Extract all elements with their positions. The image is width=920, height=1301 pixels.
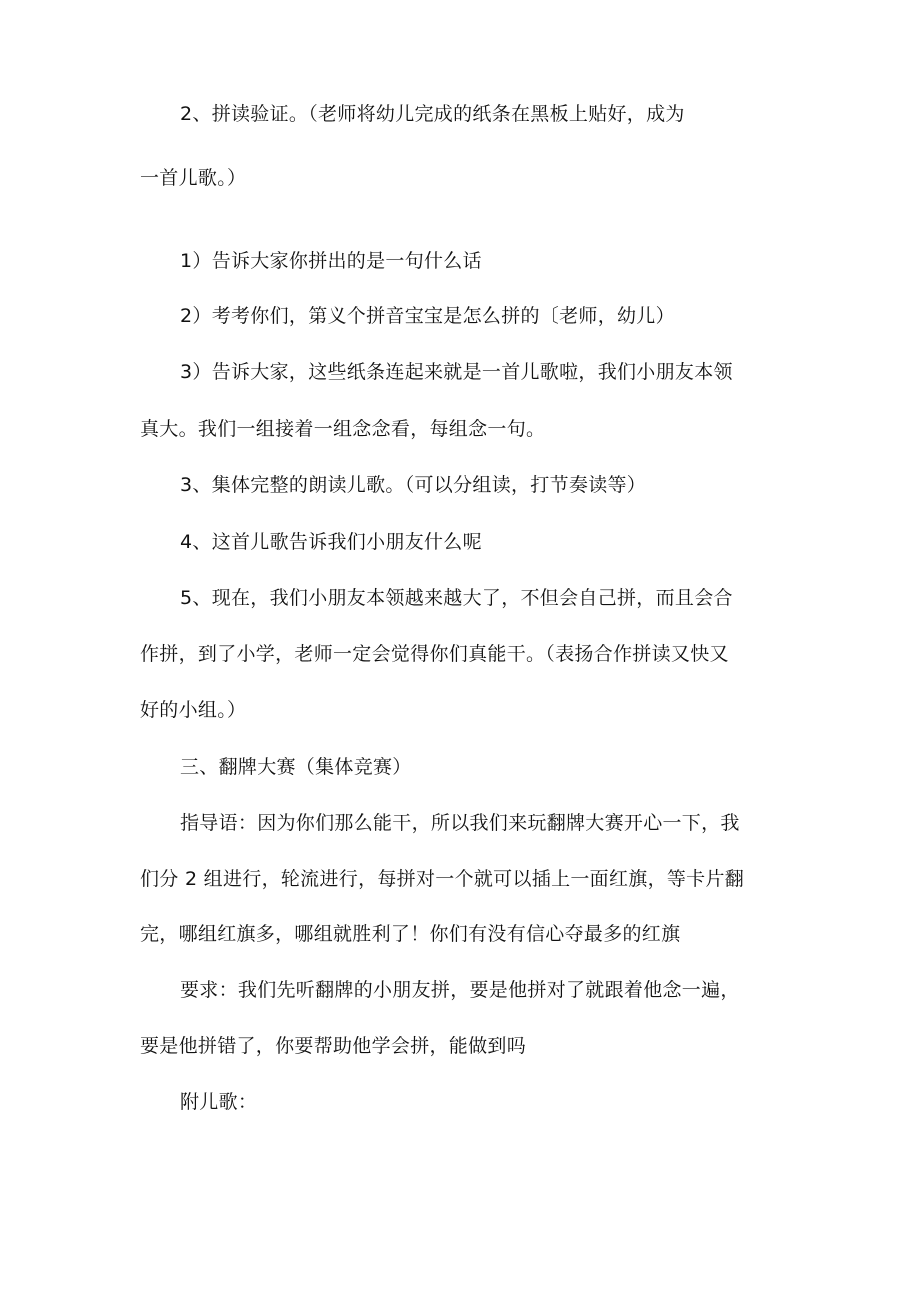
paragraph-line: 3、集体完整的朗读儿歌。（可以分组读，打节奏读等） xyxy=(180,474,647,496)
paragraph-line: 4、这首儿歌告诉我们小朋友什么呢 xyxy=(180,531,482,553)
paragraph-line: 3）告诉大家，这些纸条连起来就是一首儿歌啦，我们小朋友本领 xyxy=(180,361,733,383)
paragraph-line: 1）告诉大家你拼出的是一句什么话 xyxy=(180,250,482,272)
paragraph-line: 2）考考你们，第义个拼音宝宝是怎么拼的〔老师，幼儿） xyxy=(180,305,675,327)
paragraph-line: 指导语：因为你们那么能干，所以我们来玩翻牌大赛开心一下，我 xyxy=(180,812,740,834)
paragraph-line: 要是他拼错了，你要帮助他学会拼，能做到吗 xyxy=(140,1035,527,1057)
paragraph-line: 一首儿歌。） xyxy=(140,167,247,189)
paragraph-line: 附儿歌： xyxy=(180,1091,258,1113)
paragraph-line: 真大。我们一组接着一组念念看，每组念一句。 xyxy=(140,418,546,440)
paragraph-line: 完，哪组红旗多，哪组就胜利了！你们有没有信心夺最多的红旗 xyxy=(140,923,681,945)
paragraph-line: 好的小组。） xyxy=(140,699,247,721)
paragraph-line: 作拼，到了小学，老师一定会觉得你们真能干。（表扬合作拼读又快又 xyxy=(140,643,729,665)
section-heading: 三、翻牌大赛（集体竞赛） xyxy=(180,756,412,778)
paragraph-line: 要求：我们先听翻牌的小朋友拼，要是他拼对了就跟着他念一遍， xyxy=(180,979,740,1001)
paragraph-line: 5、现在，我们小朋友本领越来越大了，不但会自己拼，而且会合 xyxy=(180,587,733,609)
paragraph-line: 们分 2 组进行，轮流进行，每拼对一个就可以插上一面红旗，等卡片翻 xyxy=(140,868,745,890)
paragraph-line: 2、拼读验证。（老师将幼儿完成的纸条在黑板上贴好，成为 xyxy=(180,103,685,125)
